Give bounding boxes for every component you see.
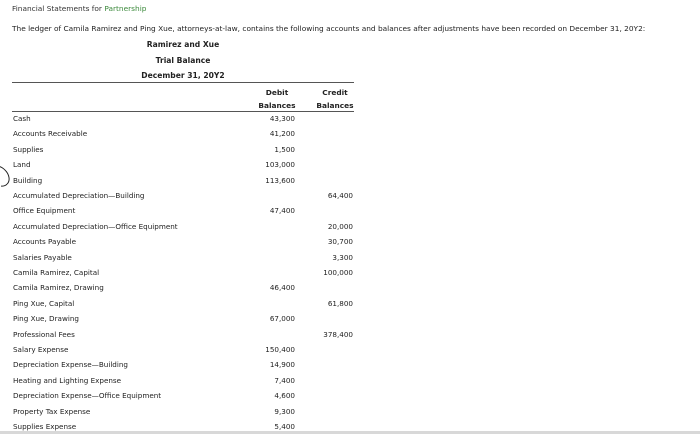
account-name: Depreciation Expense—Building	[13, 360, 128, 370]
credit-value: 3,300	[332, 252, 353, 262]
table-row	[12, 111, 354, 126]
table-row	[12, 142, 354, 157]
account-name: Land	[13, 160, 31, 170]
account-name: Ping Xue, Capital	[13, 298, 75, 308]
account-name: Supplies	[13, 144, 44, 154]
debit-value: 67,000	[269, 314, 295, 324]
breadcrumb-prefix: Financial Statements for	[12, 4, 102, 13]
account-name: Camila Ramirez, Capital	[13, 268, 100, 277]
table-row	[12, 404, 354, 419]
table-row	[12, 203, 354, 218]
account-name: Accumulated Depreciation—Office Equipment	[13, 221, 178, 231]
problem-intro: The ledger of Camila Ramirez and Ping Xue, attorneys-at-law, contains the following accounts and balances after adjustments have been recorded on December 31, 20Y2:	[12, 24, 646, 33]
debit-value: 1,500	[274, 144, 295, 154]
debit-value: 5,400	[274, 422, 295, 431]
account-name: Building	[13, 175, 43, 185]
table-row	[12, 327, 354, 342]
account-name: Depreciation Expense—Office Equipment	[13, 391, 162, 401]
table-row	[12, 126, 354, 141]
credit-value: 64,400	[327, 191, 353, 200]
table-row	[12, 357, 354, 372]
debit-value: 7,400	[274, 375, 295, 385]
table-row	[12, 342, 354, 357]
account-name: Accumulated Depreciation—Building	[13, 191, 145, 200]
debit-value: 9,300	[274, 406, 295, 416]
debit-value: 43,300	[269, 114, 295, 123]
credit-value: 30,700	[327, 237, 353, 247]
debit-header-line2: Balances	[258, 101, 296, 110]
account-name: Property Tax Expense	[13, 406, 91, 416]
credit-header-line1: Credit	[322, 88, 348, 97]
table-row	[12, 219, 354, 234]
debit-value: 150,400	[265, 345, 295, 354]
report-title: Trial Balance	[155, 56, 211, 65]
table-row	[12, 311, 354, 326]
table-row	[12, 280, 354, 295]
credit-value: 378,400	[323, 329, 353, 339]
debit-value: 46,400	[269, 283, 295, 293]
header-rule	[12, 82, 354, 83]
credit-value: 20,000	[327, 221, 353, 231]
table-row	[12, 388, 354, 403]
account-name: Supplies Expense	[13, 422, 77, 431]
account-name: Office Equipment	[13, 206, 76, 216]
debit-value: 113,600	[265, 175, 295, 185]
debit-value: 47,400	[269, 206, 295, 216]
credit-value: 100,000	[323, 268, 353, 277]
credit-value: 61,800	[327, 298, 353, 308]
table-row	[12, 157, 354, 172]
table-row	[12, 234, 354, 249]
account-name: Ping Xue, Drawing	[13, 314, 79, 324]
debit-value: 41,200	[269, 129, 295, 139]
table-row	[12, 373, 354, 388]
account-name: Camila Ramirez, Drawing	[13, 283, 104, 293]
breadcrumb	[12, 4, 146, 13]
debit-value: 103,000	[265, 160, 295, 170]
credit-header-line2: Balances	[316, 101, 354, 110]
account-name: Cash	[13, 114, 31, 123]
credit-column-header	[310, 86, 360, 112]
debit-header-line1: Debit	[265, 88, 289, 97]
account-name: Heating and Lighting Expense	[13, 375, 122, 385]
table-row	[12, 250, 354, 265]
debit-column-header	[252, 86, 302, 112]
report-date: December 31, 20Y2	[141, 71, 225, 80]
account-name: Accounts Receivable	[13, 129, 88, 139]
account-name: Salary Expense	[13, 345, 69, 354]
debit-value: 4,600	[274, 391, 295, 401]
company-name: Ramirez and Xue	[146, 40, 220, 49]
debit-value: 14,900	[269, 360, 295, 370]
account-name: Salaries Payable	[13, 252, 72, 262]
account-name: Accounts Payable	[13, 237, 77, 247]
breadcrumb-link-partnership[interactable]: Partnership	[104, 4, 147, 13]
table-row	[12, 265, 354, 280]
table-row	[12, 188, 354, 203]
account-name: Professional Fees	[13, 329, 75, 339]
table-row	[12, 173, 354, 188]
table-row	[12, 296, 354, 311]
